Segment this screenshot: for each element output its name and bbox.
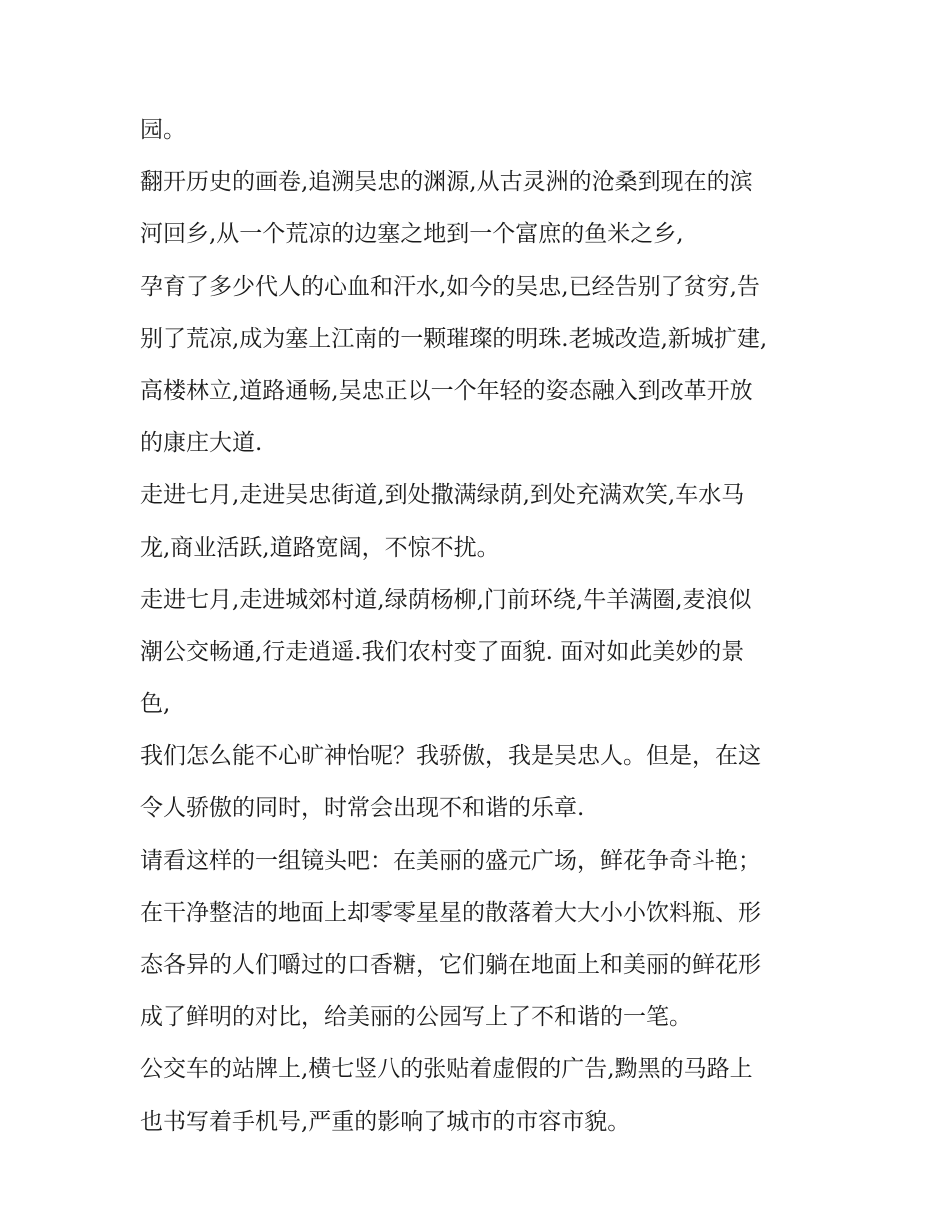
text-line: 别了荒凉,成为塞上江南的一颗璀璨的明珠.老城改造,新城扩建,	[140, 325, 768, 352]
text-line: 在干净整洁的地面上却零零星星的散落着大大小小饮料瓶、形	[140, 899, 761, 926]
text-line: 态各异的人们嚼过的口香糖，它们躺在地面上和美丽的鲜花形	[140, 952, 761, 978]
text-line: 请看这样的一组镜头吧：在美丽的盛元广场，鲜花争奇斗艳；	[140, 847, 761, 874]
essay-text	[140, 104, 820, 1148]
text-line: 色,	[140, 691, 171, 718]
text-line: 令人骄傲的同时，时常会出现不和谐的乐章.	[140, 795, 585, 822]
text-line: 成了鲜明的对比，给美丽的公园写上了不和谐的一笔。	[140, 1004, 692, 1031]
text-line: 孕育了多少代人的心血和汗水,如今的吴忠,已经告别了贫穷,告	[140, 273, 760, 300]
text-line: 翻开历史的画卷,追溯吴忠的渊源,从古灵洲的沧桑到现在的滨	[140, 169, 753, 196]
text-line: 高楼林立,道路通畅,吴忠正以一个年轻的姿态融入到改革开放	[140, 377, 753, 404]
text-line: 我们怎么能不心旷神怡呢？我骄傲，我是吴忠人。但是，在这	[140, 743, 761, 770]
text-line: 的康庄大道.	[140, 430, 263, 457]
text-line: 走进七月,走进吴忠街道,到处撒满绿荫,到处充满欢笑,车水马	[140, 482, 745, 509]
text-line: 公交车的站牌上,横七竖八的张贴着虚假的广告,黝黑的马路上	[140, 1056, 753, 1083]
text-line: 也书写着手机号,严重的影响了城市的市容市貌。	[140, 1108, 631, 1135]
text-line: 潮公交畅通,行走逍遥.我们农村变了面貌. 面对如此美妙的景	[140, 638, 745, 665]
text-line: 河回乡,从一个荒凉的边塞之地到一个富庶的鱼米之乡,	[140, 221, 684, 248]
text-line: 园。	[140, 117, 186, 143]
text-line: 走进七月,走进城郊村道,绿荫杨柳,门前环绕,牛羊满圈,麦浪似	[140, 586, 752, 613]
text-line: 龙,商业活跃,道路宽阔，不惊不扰。	[140, 534, 500, 561]
